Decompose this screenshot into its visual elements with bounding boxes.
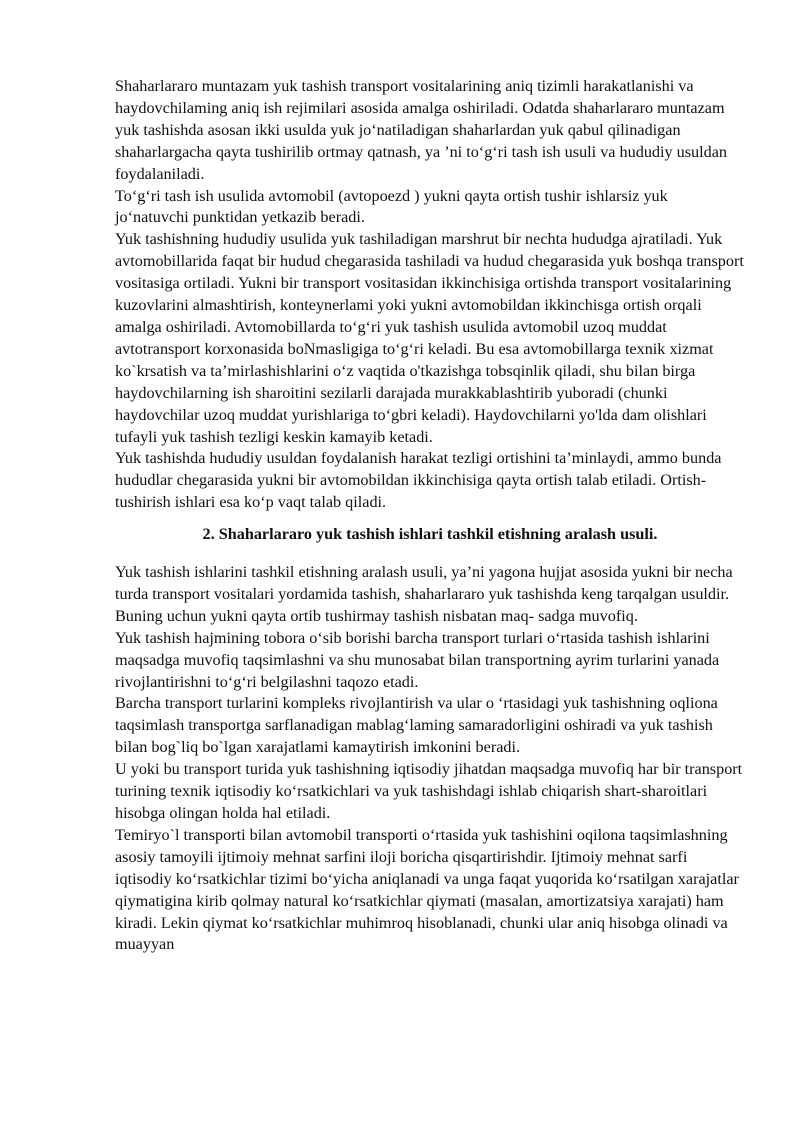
paragraph-economic-feasibility: U yoki bu transport turida yuk tashishning iqtisodiy jihatdan maqsadga muvofiq har bir transport turining texnik iqtisodiy ko‘rsatkichlari va yuk tashishdagi ishlab chiqarish shart-sharoitlari hisobga olingan holda hal etiladi. — [115, 760, 743, 822]
section-heading: 2. Shaharlararo yuk tashish ishlari tashkil etishning aralash usuli. — [202, 525, 658, 544]
paragraph-volume-growth: Yuk tashish hajmining tobora o‘sib borishi barcha transport turlari o‘rtasida tashish ishlarini maqsadga muvofiq taqsimlashni va shu munosabat bilan transportning ayrim turlarini yanada rivojlantirishni to‘g‘ri belgilashni taqozo etadi. — [115, 628, 720, 691]
paragraph-mixed-method: Yuk tashish ishlarini tashkil etishning aralash usuli, ya’ni yagona hujjat asosida yukni bir necha turda transport vositalari yordamida tashish, shaharlararo yuk tashishda keng tarqalgan usuldir. Buning uchun yukni qayta ortib tushirmay tashish nisbatan maq- sadga muvofiq. — [115, 563, 733, 625]
paragraph-zonal-speed: Yuk tashishda hududiy usuldan foydalanish harakat tezligi ortishini ta’minlaydi, ammo bunda hududlar chegarasida yukni bir avtomobildan ikkinchisiga qayta ortish talab etiladi. Ortish-tushirish ishlari esa ko‘p vaqt talab qiladi. — [115, 449, 722, 512]
paragraph-complex-development: Barcha transport turlarini kompleks rivojlantirish va ular o ‘rtasidagi yuk tashishning oqliona taqsimlash transportga sarflanadigan mablag‘laming samaradorligini oshiradi va yuk tashish bilan bog`liq bo`lgan xarajatlami kamaytirish imkonini beradi. — [115, 694, 718, 757]
document-page — [115, 76, 745, 956]
paragraph-zonal-method: Yuk tashishning hududiy usulida yuk tashiladigan marshrut bir nechta hududga ajratiladi. Yuk avtomobillarida faqat bir hudud chegarasida tashiladi va hudud chegarasida yuk boshqa transport vositasiga ortiladi. Yukni bir transport vositasidan ikkinchisiga ortishda transport vositalarining kuzovlarini almashtirish, konteynerlami yoki yukni avtomobildan ikkinchisga ortish orqali amalga oshiriladi. Avtomobillarda to‘g‘ri yuk tashish usulida avtomobil uzoq muddat avtotransport korxonasida boNmasligiga to‘g‘ri keladi. Bu esa avtomobillarga texnik xizmat ko`krsatish va ta’mirlashishlarini o‘z vaqtida o'tkazishga tobsqinlik qiladi, shu bilan birga haydovchilarning ish sharoitini sezilarli darajada murakkablashtirib yuboradi (chunki haydovchilar uzoq muddat yurishlariga to‘gbri keladi). Haydovchilarni yo'lda dam olishlari tufayli yuk tashish tezligi keskin kamayib ketadi. — [115, 230, 744, 446]
paragraph-direct-method: To‘g‘ri tash ish usulida avtomobil (avtopoezd ) yukni qayta ortish tushir ishlarsiz yuk jo‘natuvchi punktidan yetkazib beradi. — [115, 186, 668, 227]
paragraph-direct-and-zonal-methods: Shaharlararo muntazam yuk tashish transport vositalarining aniq tizimli harakatlanishi va haydovchilaming aniq ish rejimilari asosida amalga oshiriladi. Odatda shaharlararo muntazam yuk tashishda asosan ikki usulda yuk jo‘natiladigan shaharlardan yuk qabul qilinadigan shaharlargacha qayta tushirilib ortmay qatnash, ya ’ni to‘g‘ri tash ish usuli va hududiy usuldan foydalaniladi. — [115, 77, 727, 183]
paragraph-rail-vs-road: Temiryo`l transporti bilan avtomobil transporti o‘rtasida yuk tashishini oqilona taqsimlashning asosiy tamoyili ijtimoiy mehnat sarfini iloji boricha qisqartirishdir. Ijtimoiy mehnat sarfi iqtisodiy ko‘rsatkichlar tizimi bo‘yicha aniqlanadi va unga faqat yuqorida ko‘rsatilgan xarajatlar qiymatigina kirib qolmay natural ko‘rsatkichlar qiymati (masalan, amortizatsiya xarajati) ham kiradi. Lekin qiymat ko‘rsatkichlar muhimroq hisoblanadi, chunki ular aniq hisobga olinadi va muayyan — [115, 825, 739, 954]
